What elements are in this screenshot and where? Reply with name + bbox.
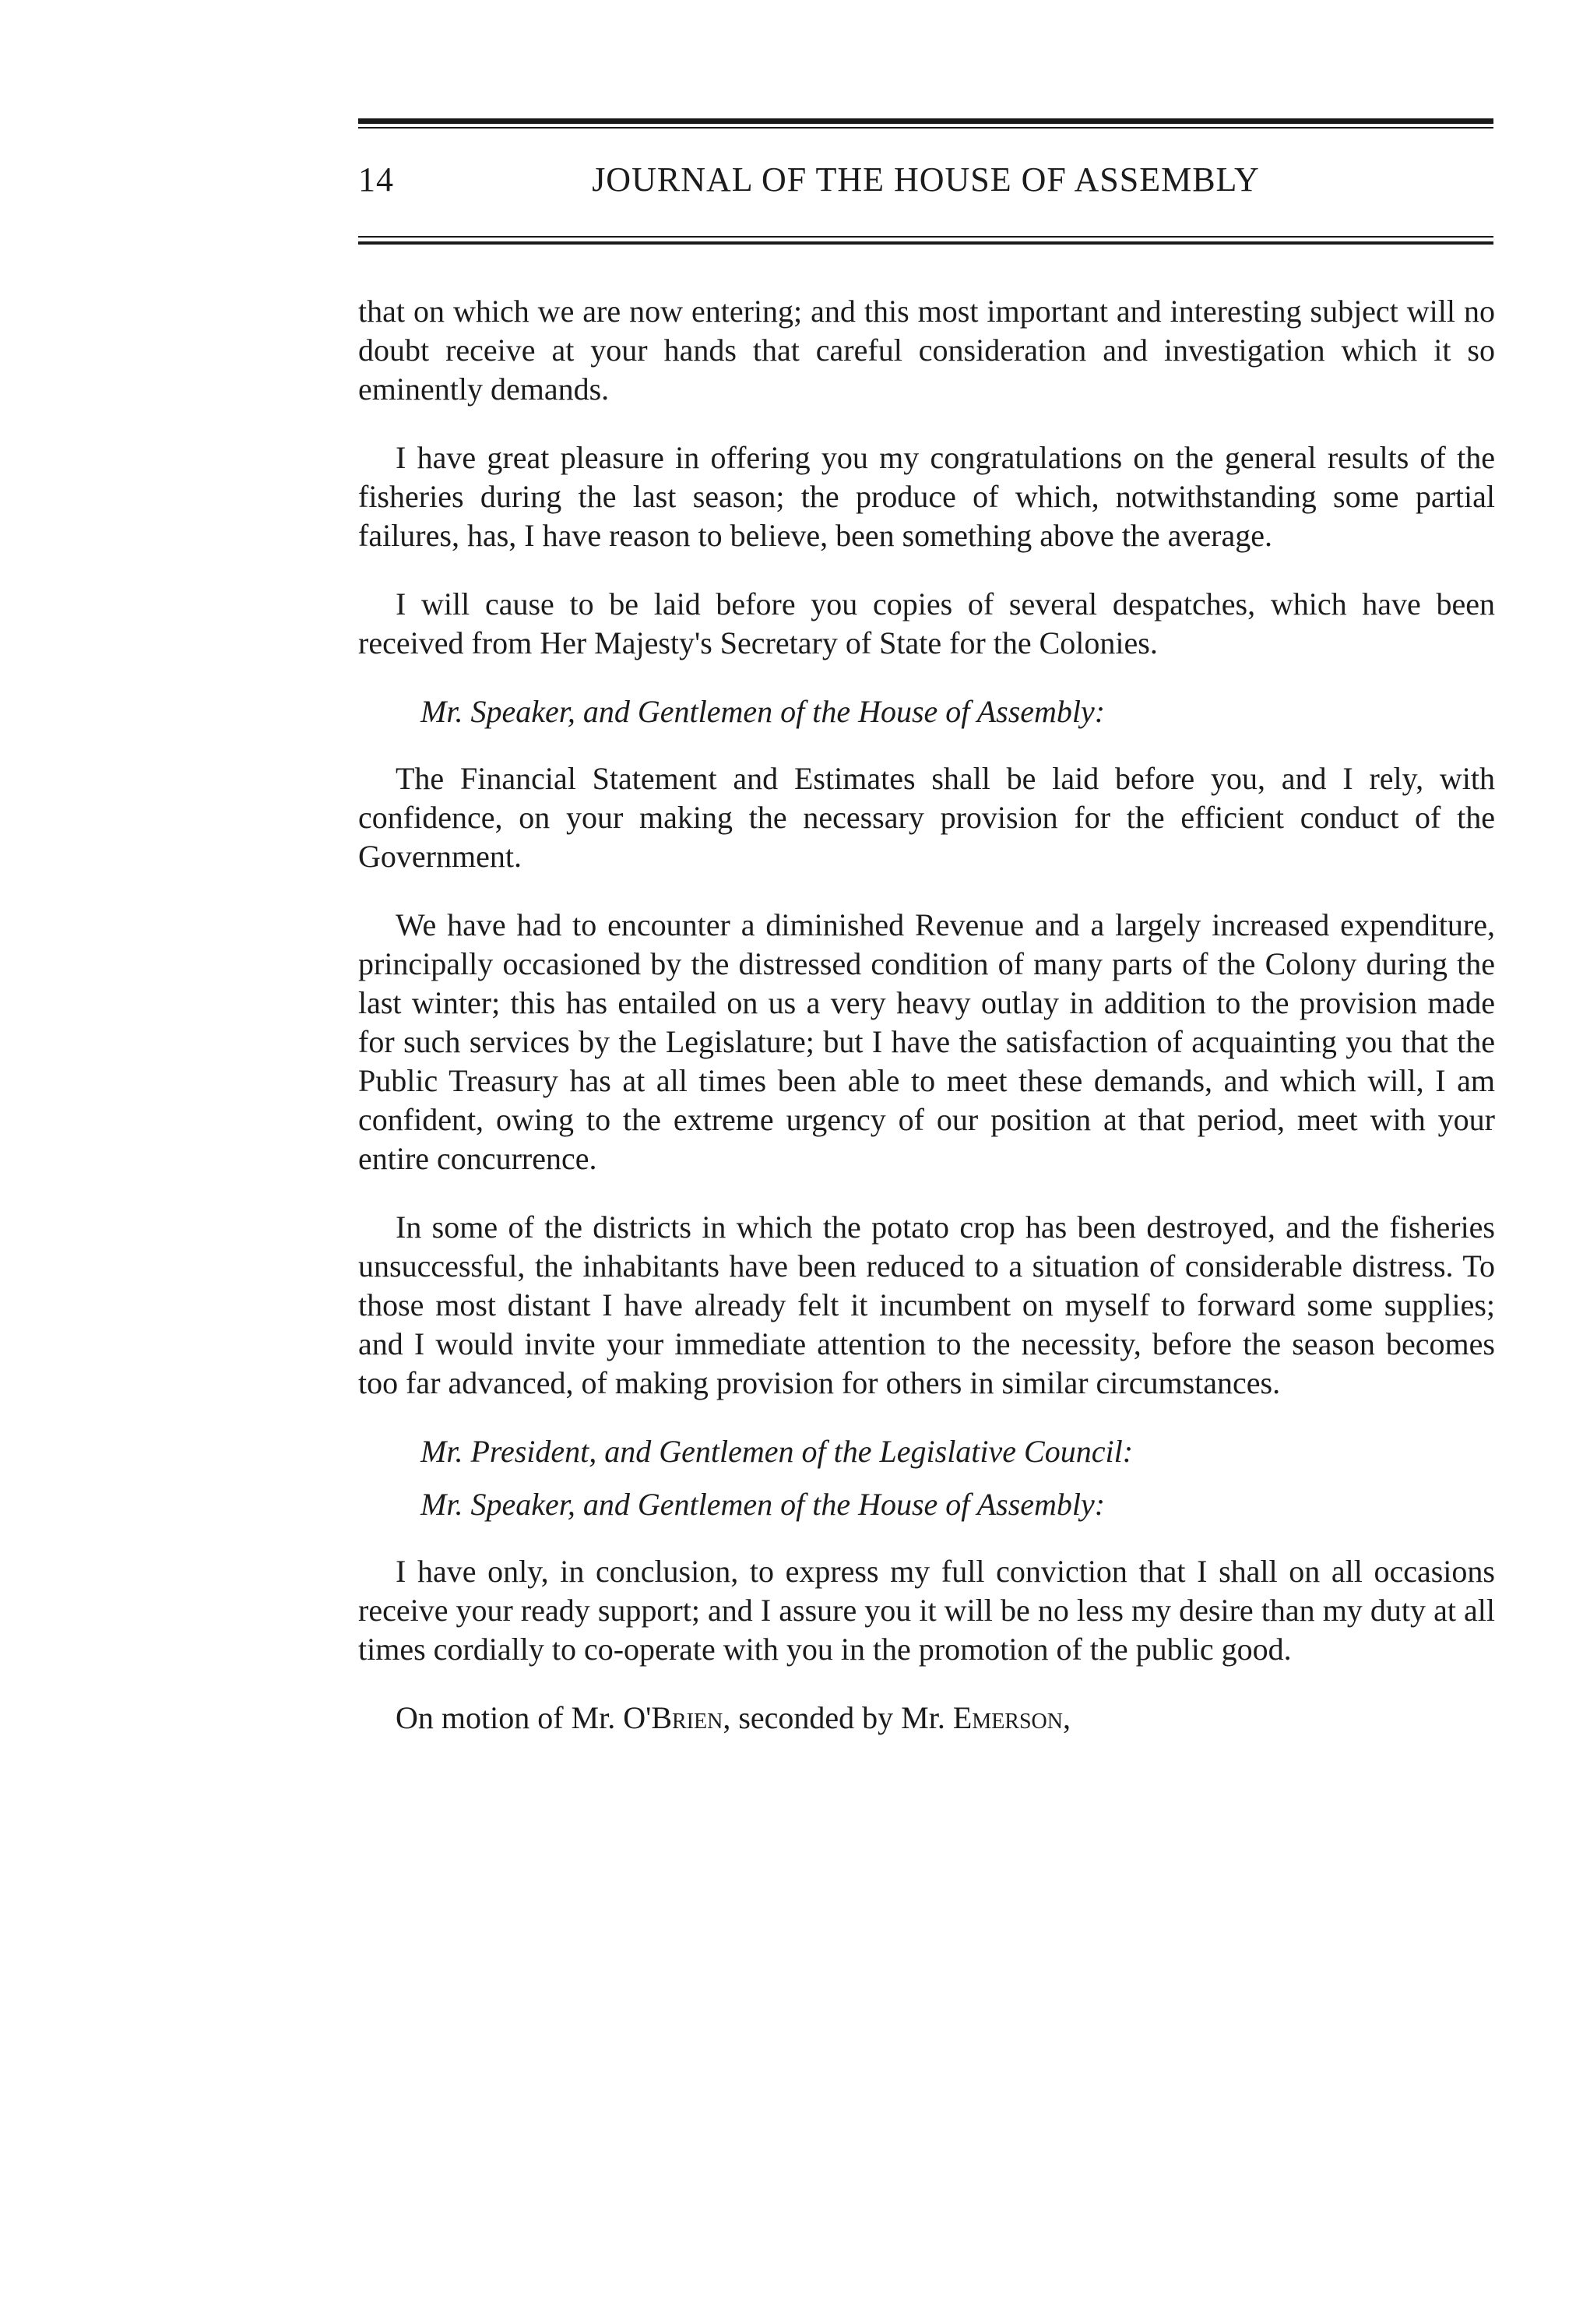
motion-mover: O'Brien — [623, 1700, 723, 1735]
motion-middle: , seconded by Mr. — [723, 1700, 945, 1735]
paragraph-fisheries: I have great pleasure in offering you my congratulations on the general results of the fisheries during the last season; the produce of which, notwithstanding some partial failures, has, I have reason to believe, been something above the average. — [358, 440, 1495, 553]
journal-title: JOURNAL OF THE HOUSE OF ASSEMBLY — [592, 160, 1260, 199]
motion-prefix: On motion of Mr. — [396, 1700, 616, 1735]
paragraph-potato-crop: In some of the districts in which the potato crop has been destroyed, and the fisheries unsuccessful, the inhabitants have been reduced to a situation of considerable distress. To those most distant I have already felt it incumbent on myself to forward some supplies; and I would invite your immediate attention to the necessity, before the season becomes too far advanced, of making provision for others in similar circumstances. — [358, 1210, 1495, 1400]
paragraph-financial-statement: The Financial Statement and Estimates shall be laid before you, and I rely, with confidence, on your making the necessary provision for the efficient conduct of the Government. — [358, 761, 1495, 874]
paragraph-continuation: that on which we are now entering; and this most important and interesting subject will no doubt receive at your hands that careful consideration and investigation which it so eminently demands. — [358, 294, 1495, 407]
motion-line — [358, 1699, 1495, 1738]
header-rule-top-thick — [358, 118, 1493, 124]
motion-seconder: Emerson — [952, 1700, 1063, 1735]
address-speaker-assembly-2: Mr. Speaker, and Gentlemen of the House of Assembly: — [420, 1487, 1106, 1522]
address-president-council: Mr. President, and Gentlemen of the Legislative Council: — [420, 1434, 1134, 1469]
address-speaker-assembly: Mr. Speaker, and Gentlemen of the House of Assembly: — [420, 694, 1106, 729]
page-number: 14 — [358, 160, 394, 199]
paragraph-despatches: I will cause to be laid before you copies of several despatches, which have been received from Her Majesty's Secretary of State for the Colonies. — [358, 586, 1495, 660]
motion-suffix: , — [1062, 1700, 1071, 1735]
header-rule-top-thin — [358, 127, 1493, 129]
paragraph-conclusion: I have only, in conclusion, to express my full conviction that I shall on all occasions receive your ready support; and I assure you it will be no less my desire than my duty at all times cordially to co-operate with you in the promotion of the public good. — [358, 1554, 1495, 1667]
paragraph-revenue: We have had to encounter a diminished Revenue and a largely increased expenditure, principally occasioned by the distressed condition of many parts of the Colony during the last winter; this has entailed on us a very heavy outlay in addition to the provision made for such services by the Legislature; but I have the satisfaction of acquainting you that the Public Treasury has at all times been able to meet these demands, and which will, I am confident, owing to the extreme urgency of our position at that period, meet with your entire concurrence. — [358, 907, 1495, 1176]
header-rule-bottom-thick — [358, 241, 1493, 245]
running-head — [358, 160, 1493, 214]
header-rule-bottom-thin — [358, 236, 1493, 238]
body-text — [358, 292, 1495, 1738]
